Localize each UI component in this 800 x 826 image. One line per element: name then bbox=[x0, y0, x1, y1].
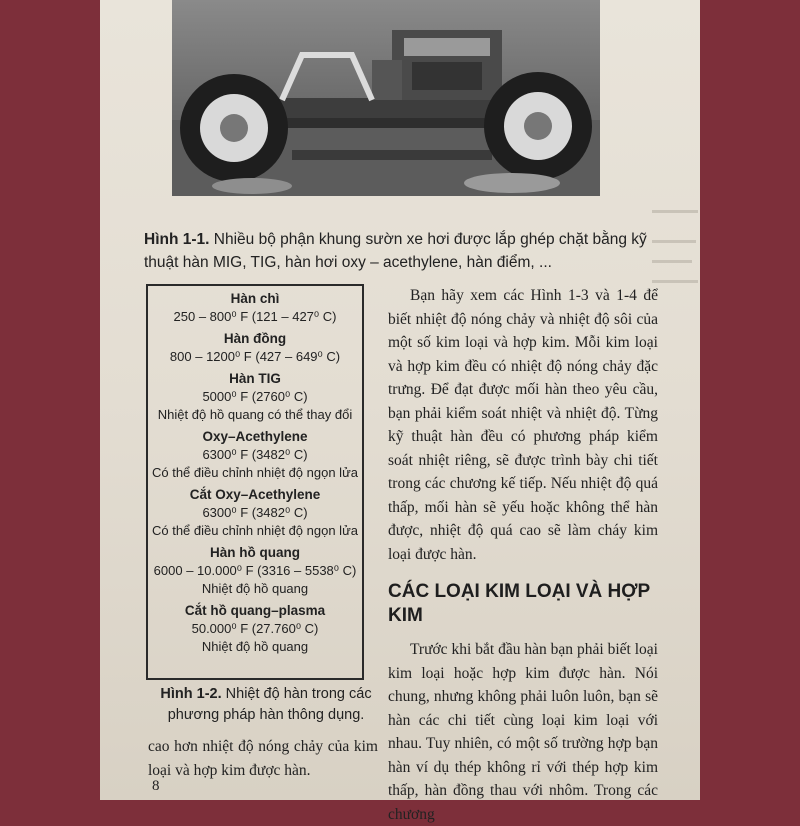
right-column bbox=[388, 284, 658, 826]
entry-line: 800 – 1200⁰ F (427 – 649⁰ C) bbox=[169, 349, 341, 364]
figure-1-text: Nhiều bộ phận khung sườn xe hơi được lắp ghép chặt bằng kỹ thuật hàn MIG, TIG, hàn hơi oxy – acethylene, hàn điểm, ... bbox=[144, 231, 647, 271]
entry-heading: Hàn TIG bbox=[229, 371, 281, 386]
figure-2-text: Nhiệt độ hàn trong các phương pháp hàn thông dụng. bbox=[167, 686, 372, 723]
entry-line: 250 – 800⁰ F (121 – 427⁰ C) bbox=[173, 309, 337, 324]
entry-line: Có thể điều chỉnh nhiệt độ ngọn lửa bbox=[151, 523, 359, 538]
car-chassis-photo bbox=[172, 0, 600, 196]
entry-heading: Cắt Oxy–Acethylene bbox=[189, 487, 321, 502]
car-chassis-illustration bbox=[172, 0, 600, 196]
entry-line: 5000⁰ F (2760⁰ C) bbox=[202, 389, 308, 404]
table-entry bbox=[148, 544, 362, 598]
figure-2-label: Hình 1-2. bbox=[160, 686, 222, 702]
entry-line: 50.000⁰ F (27.760⁰ C) bbox=[191, 621, 319, 636]
left-column-text: cao hơn nhiệt độ nóng chảy của kim loại và hợp kim được hàn. bbox=[148, 738, 378, 779]
figure-1-label: Hình 1-1. bbox=[144, 231, 210, 248]
paragraph-2: Trước khi bắt đầu hàn bạn phải biết loại kim loại hoặc hợp kim được hàn. Nói chung, nhưng không phải luôn luôn, bạn sẽ hàn các chi tiết cùng loại kim loại với nhau. Tuy nhiên, có một số trường hợp bạn hàn ví dụ thép không rỉ với thép hợp kim thấp, hàn đồng thau với nhôm. Trong các chương bbox=[388, 641, 658, 823]
table-entry bbox=[148, 330, 362, 366]
table-entry bbox=[148, 602, 362, 656]
entry-heading: Hàn chì bbox=[230, 291, 280, 306]
entry-line: Nhiệt độ hồ quang bbox=[201, 639, 309, 654]
entry-line: 6300⁰ F (3482⁰ C) bbox=[202, 505, 308, 520]
table-entry bbox=[148, 290, 362, 326]
welding-temperature-table bbox=[146, 284, 364, 680]
entry-heading: Hàn đồng bbox=[223, 331, 287, 346]
figure-2-caption bbox=[156, 684, 376, 726]
entry-line: 6000 – 10.000⁰ F (3316 – 5538⁰ C) bbox=[153, 563, 357, 578]
entry-line: 6300⁰ F (3482⁰ C) bbox=[202, 447, 308, 462]
entry-heading: Cắt hồ quang–plasma bbox=[184, 603, 326, 618]
figure-1-caption bbox=[144, 228, 684, 274]
entry-line: Nhiệt độ hồ quang có thể thay đổi bbox=[157, 407, 353, 422]
table-entry bbox=[148, 370, 362, 424]
section-heading: CÁC LOẠI KIM LOẠI VÀ HỢP KIM bbox=[388, 581, 650, 626]
entry-line: Nhiệt độ hồ quang bbox=[201, 581, 309, 596]
page-number: 8 bbox=[152, 778, 160, 794]
table-entry bbox=[148, 428, 362, 482]
book-page bbox=[100, 0, 700, 823]
table-entry bbox=[148, 486, 362, 540]
entry-line: Có thể điều chỉnh nhiệt độ ngọn lửa bbox=[151, 465, 359, 480]
entry-heading: Hàn hồ quang bbox=[210, 545, 300, 560]
entry-heading: Oxy–Acethylene bbox=[202, 429, 308, 444]
paragraph-1: Bạn hãy xem các Hình 1-3 và 1-4 để biết nhiệt độ nóng chảy và nhiệt độ sôi của một số kim loại và hợp kim. Mỗi kim loại và hợp kim đều có nhiệt độ nóng chảy đặc trưng. Để đạt được mối hàn theo yêu cầu, bạn phải kiểm soát nhiệt và nhiệt độ. Từng kỹ thuật hàn đều có phương pháp kiểm soát nhiệt riêng, sẽ được trình bày chi tiết trong các chương kế tiếp. Nếu nhiệt độ quá thấp, mối hàn sẽ yếu hoặc không thể hàn được, nhiệt độ quá cao sẽ làm cháy kim loại được hàn. bbox=[388, 287, 658, 563]
